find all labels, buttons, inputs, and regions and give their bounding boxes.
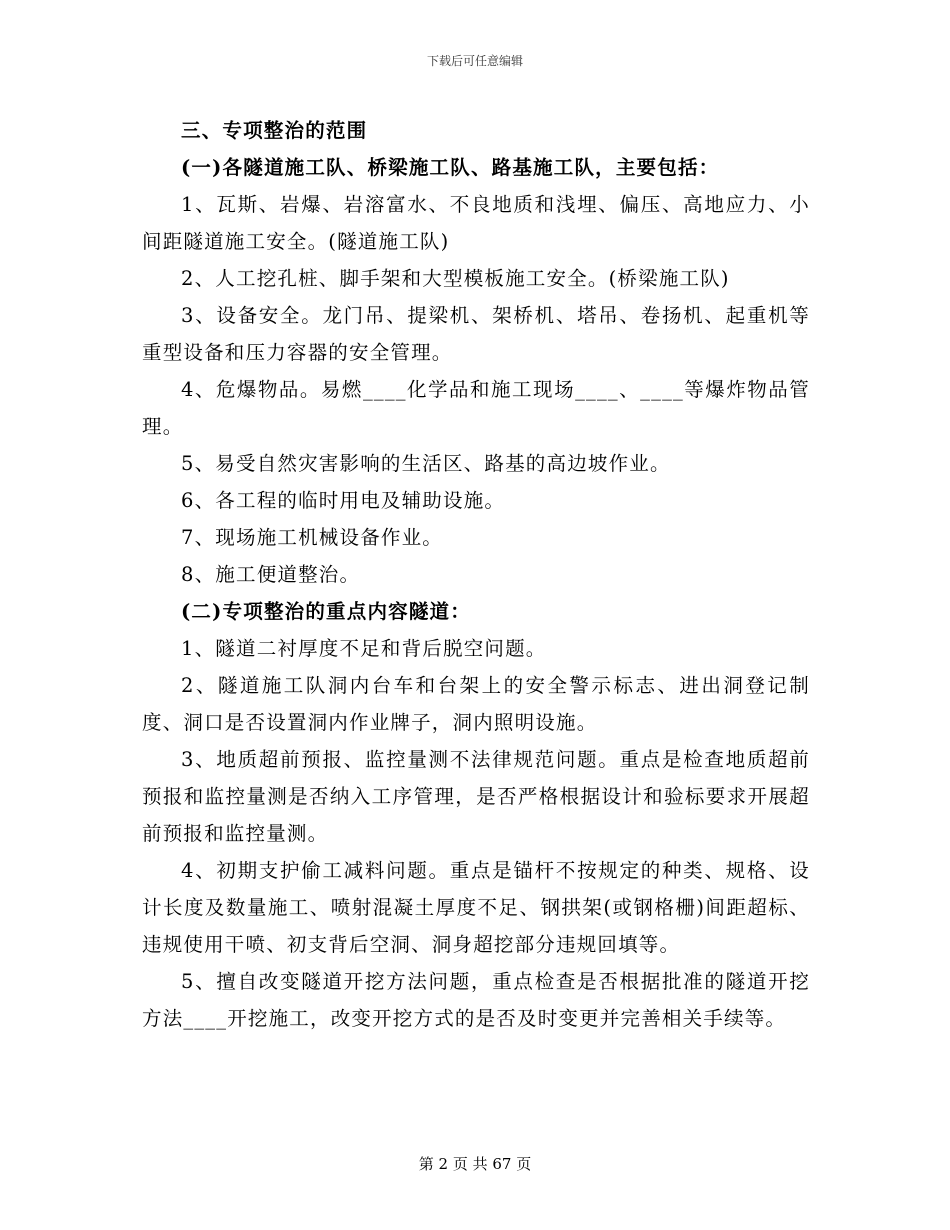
page-footer: 第 2 页 共 67 页: [418, 1155, 532, 1173]
document-body: [142, 112, 810, 1037]
list-item-5: 5、易受自然灾害影响的生活区、路基的高边坡作业。: [181, 452, 671, 475]
list-item-2: 2、人工挖孔桩、脚手架和大型模板施工安全。(桥梁施工队): [181, 267, 730, 290]
list-item-4: 4、危爆物品。易燃____化学品和施工现场____、____等爆炸物品管理。: [142, 378, 810, 438]
tunnel-item-5: 5、擅自改变隧道开挖方法问题，重点检查是否根据批准的隧道开挖方法____开挖施工，改变开挖方式的是否及时变更并完善相关手续等。: [142, 970, 810, 1030]
tunnel-item-1: 1、隧道二衬厚度不足和背后脱空问题。: [181, 637, 547, 660]
subsection-heading-1: (一)各隧道施工队、桥梁施工队、路基施工队，主要包括：: [181, 156, 720, 179]
tunnel-item-2: 2、隧道施工队洞内台车和台架上的安全警示标志、进出洞登记制度、洞口是否设置洞内作业牌子，洞内照明设施。: [142, 674, 810, 734]
subsection-heading-2: (二)专项整治的重点内容隧道：: [181, 600, 471, 623]
list-item-3: 3、设备安全。龙门吊、提梁机、架桥机、塔吊、卷扬机、起重机等重型设备和压力容器的安全管理。: [142, 304, 810, 364]
tunnel-item-4: 4、初期支护偷工减料问题。重点是锚杆不按规定的种类、规格、设计长度及数量施工、喷射混凝土厚度不足、钢拱架(或钢格栅)间距超标、违规使用干喷、初支背后空洞、洞身超挖部分违规回填等。: [142, 859, 810, 956]
list-item-7: 7、现场施工机械设备作业。: [181, 526, 444, 549]
section-heading: 三、专项整治的范围: [181, 119, 368, 142]
list-item-6: 6、各工程的临时用电及辅助设施。: [181, 489, 506, 512]
page-header: 下载后可任意编辑: [426, 54, 523, 68]
list-item-8: 8、施工便道整治。: [181, 563, 361, 586]
tunnel-item-3: 3、地质超前预报、监控量测不法律规范问题。重点是检查地质超前预报和监控量测是否纳入工序管理，是否严格根据设计和验标要求开展超前预报和监控量测。: [142, 748, 810, 845]
list-item-1: 1、瓦斯、岩爆、岩溶富水、不良地质和浅埋、偏压、高地应力、小间距隧道施工安全。(隧道施工队): [142, 193, 810, 253]
